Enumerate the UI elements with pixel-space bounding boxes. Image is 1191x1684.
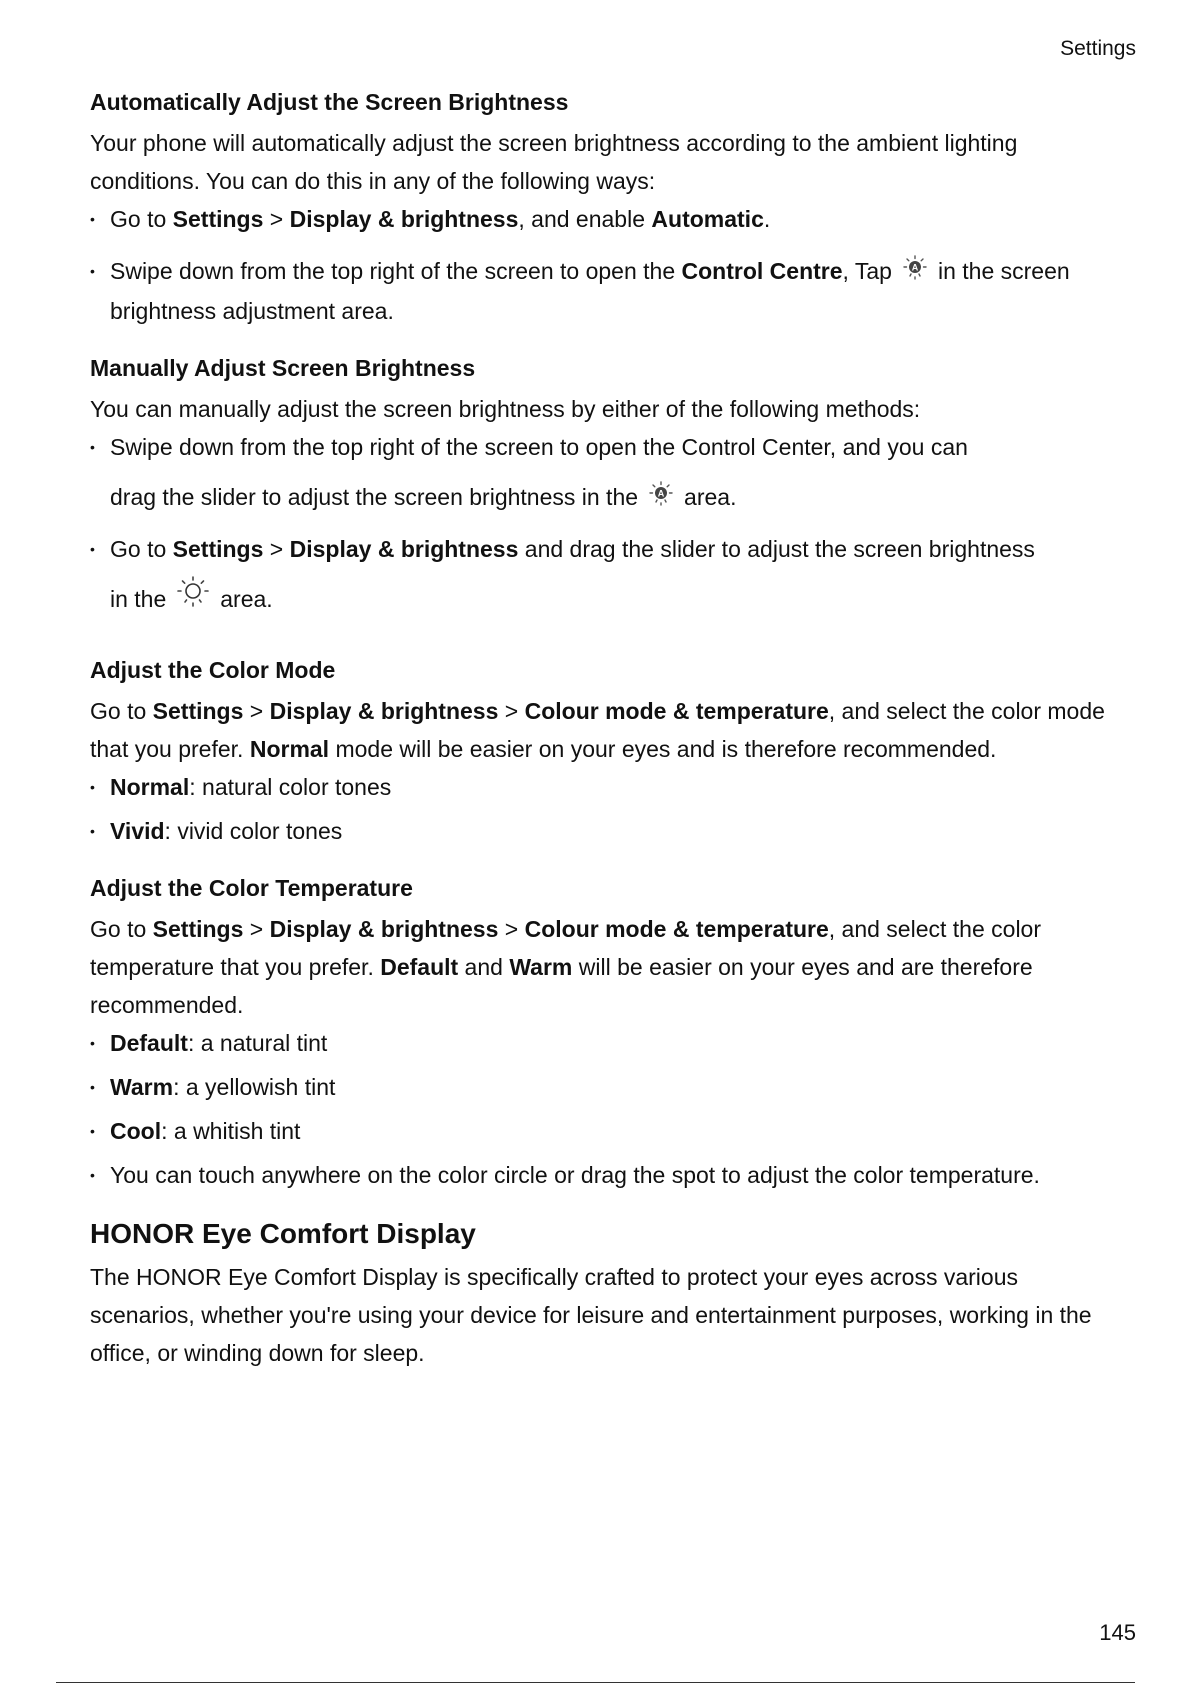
color-temperature-list — [90, 1024, 1120, 1194]
settings-term: Settings — [172, 535, 264, 562]
color-mode-list — [90, 768, 1120, 850]
color-mode-paragraph: Go to Settings > Display & brightness > Colour mode & temperature, and select the color mode that you prefer. Normal mode will be easier on your eyes and is therefore recommended. — [90, 697, 1105, 762]
eye-comfort-paragraph: The HONOR Eye Comfort Display is specifically crafted to protect your eyes across various scenarios, whether you're using your device for leisure and entertainment purposes, working in the office, or winding down for sleep. — [90, 1263, 1092, 1366]
display-brightness-term: Display & brightness — [269, 915, 499, 942]
list-item: • Default: a natural tint — [90, 1024, 1120, 1062]
colour-mode-term: Colour mode & temperature — [524, 697, 829, 724]
manual-brightness-intro: You can manually adjust the screen brightness by either of the following methods: — [90, 395, 921, 422]
auto-brightness-list — [90, 200, 1120, 330]
warm-term: Warm — [509, 953, 573, 980]
list-item: • Cool: a whitish tint — [90, 1112, 1120, 1150]
control-centre-term: Control Centre — [681, 258, 843, 284]
auto-brightness-icon — [648, 468, 674, 530]
settings-term: Settings — [152, 697, 244, 724]
section-title-manual-brightness: Manually Adjust Screen Brightness — [90, 354, 476, 381]
auto-brightness-intro: Your phone will automatically adjust the screen brightness according to the ambient lighting conditions. You can do this in any of the following ways: — [90, 130, 1018, 194]
display-brightness-term: Display & brightness — [289, 535, 519, 562]
section-title-eye-comfort: HONOR Eye Comfort Display — [90, 1217, 476, 1249]
list-item: • Go to Settings > Display & brightness, and enable Automatic. — [90, 200, 1120, 238]
settings-term: Settings — [152, 915, 244, 942]
list-item: • Go to Settings > Display & brightness and drag the slider to adjust the screen brightness in the area. — [90, 530, 1120, 632]
colour-mode-term: Colour mode & temperature — [524, 915, 829, 942]
color-temperature-paragraph: Go to Settings > Display & brightness > Colour mode & temperature, and select the color temperature that you prefer. Default and Warm will be easier on your eyes and are therefore recommended. — [90, 915, 1041, 1018]
display-brightness-term: Display & brightness — [289, 206, 519, 232]
footer-divider — [56, 1682, 1135, 1683]
default-term: Default — [380, 953, 459, 980]
section-title-color-mode: Adjust the Color Mode — [90, 656, 336, 683]
page-number: 145 — [1099, 1620, 1136, 1645]
svg-text:A: A — [911, 262, 919, 273]
page-content — [90, 86, 1120, 1372]
normal-term: Normal — [249, 735, 330, 762]
list-item: • Vivid: vivid color tones — [90, 812, 1120, 850]
list-item: • Swipe down from the top right of the screen to open the Control Centre, Tap A in the screen brightness adjustment area. — [90, 252, 1120, 330]
list-item: • Normal: natural color tones — [90, 768, 1120, 806]
page-header-title: Settings — [1060, 37, 1136, 60]
display-brightness-term: Display & brightness — [269, 697, 499, 724]
list-item: • Warm: a yellowish tint — [90, 1068, 1120, 1106]
list-item: • Swipe down from the top right of the screen to open the Control Center, and you can drag the slider to adjust the screen brightness in the A area. — [90, 428, 1120, 530]
list-item: • You can touch anywhere on the color circle or drag the spot to adjust the color temperature. — [90, 1156, 1120, 1194]
section-title-auto-brightness: Automatically Adjust the Screen Brightness — [90, 89, 569, 115]
auto-brightness-icon — [902, 254, 928, 292]
svg-text:A: A — [657, 488, 665, 499]
settings-term: Settings — [172, 206, 264, 232]
section-title-color-temperature: Adjust the Color Temperature — [90, 874, 413, 901]
automatic-term: Automatic — [651, 206, 764, 232]
manual-brightness-list — [90, 428, 1120, 632]
brightness-sun-icon — [176, 570, 210, 632]
